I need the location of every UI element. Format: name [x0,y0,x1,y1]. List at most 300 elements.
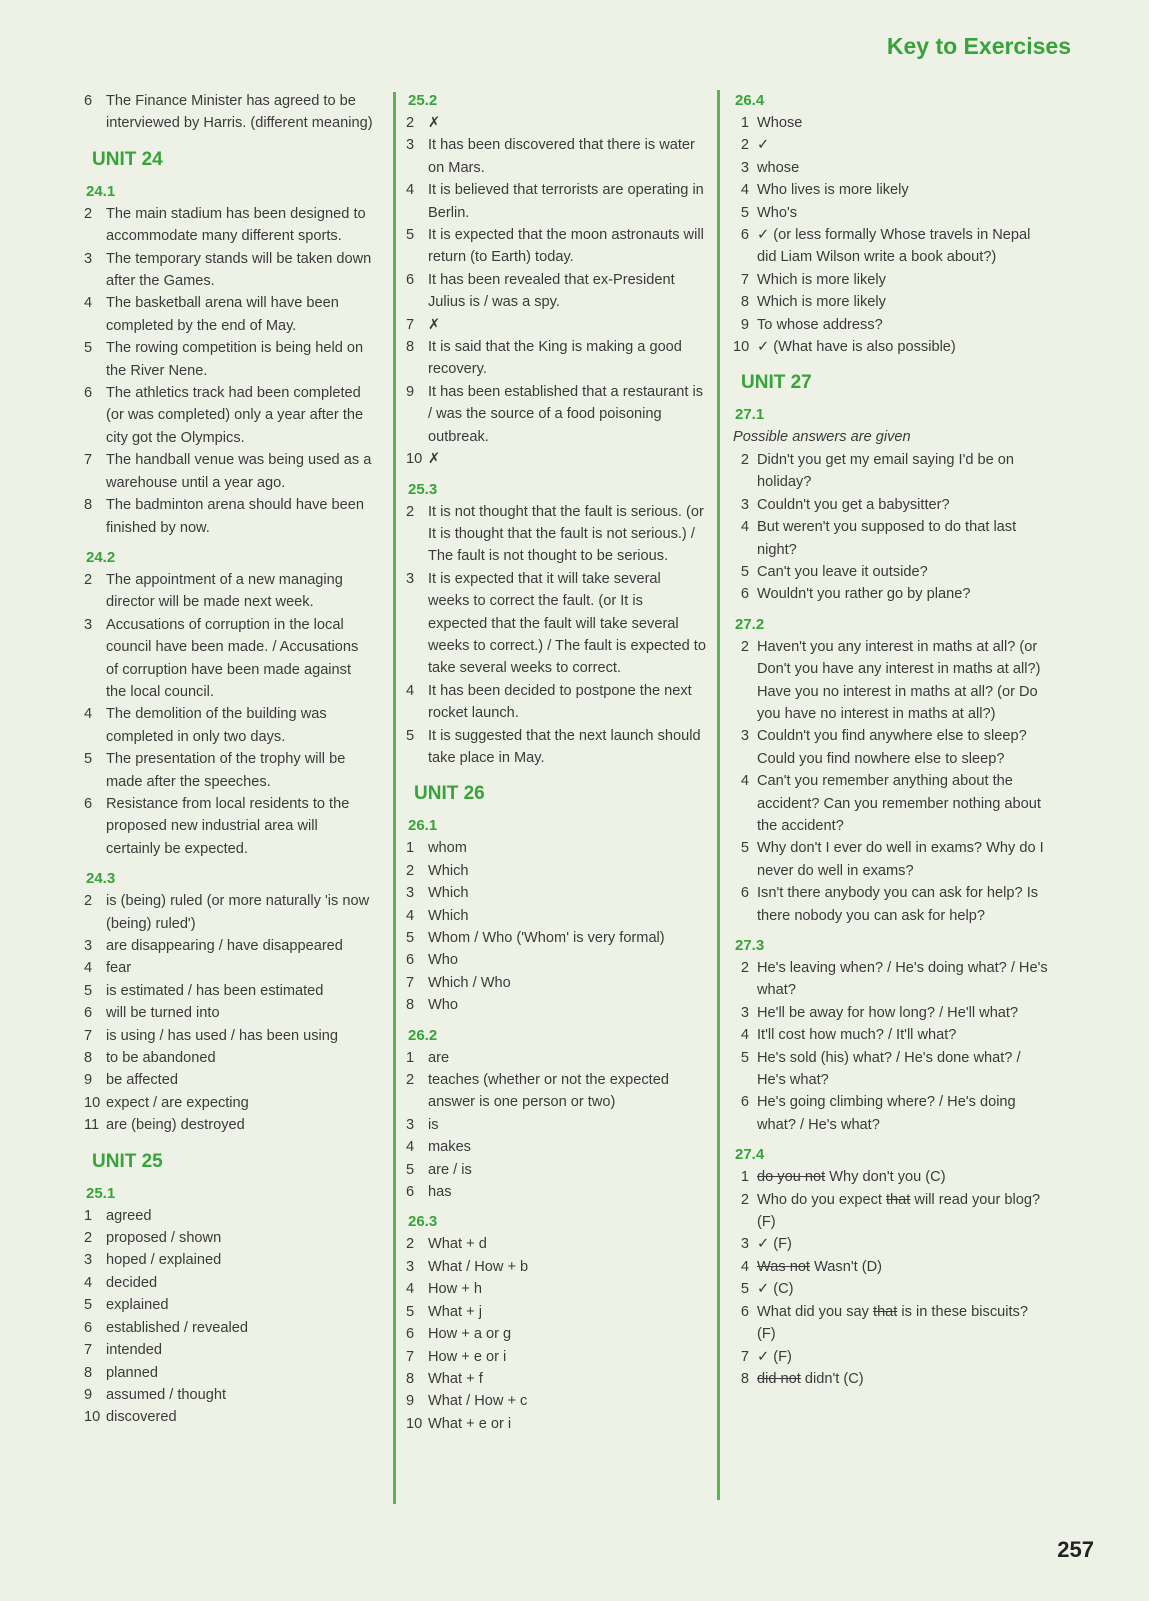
list-item [84,1069,374,1091]
list-item [84,614,374,704]
item-number: 2 [740,137,749,154]
list-item [84,382,374,449]
item-number: 4 [84,960,93,977]
list-item [406,1301,706,1323]
item-text-main: Why don't I ever do well in exams? Why do I never do well in exams? [757,840,1044,879]
item-number: 10 [84,1094,101,1111]
item-text [757,1346,1049,1368]
list-item [733,224,1049,269]
item-text-main: The presentation of the trophy will be made after the speeches. [106,751,346,790]
answer-list [406,501,706,770]
list-item [84,449,374,494]
item-text [106,248,374,293]
item-number: 10 [733,339,750,356]
item-text [428,972,706,994]
item-text-main: whom [428,840,467,857]
item-number: 6 [406,952,415,969]
item-text-main: It is not thought that the fault is serious. (or It is thought that the fault is not serious.) / The fault is not thought to be serious. [428,503,704,565]
item-text [428,381,706,448]
item-text [106,449,374,494]
item-text-main: ✓ (What have is also possible) [757,339,956,356]
item-number: 4 [740,182,749,199]
item-text-main: Which [428,907,469,924]
item-number: 2 [740,1191,749,1208]
list-item [733,1301,1049,1346]
item-number: 3 [740,496,749,513]
list-item [406,725,706,770]
item-text-main: The badminton arena should have been finished by now. [106,497,365,536]
item-number: 7 [84,1342,93,1359]
item-text-main: are / is [428,1161,472,1178]
list-item [406,1181,706,1203]
item-number: 2 [84,571,93,588]
item-text [757,1256,1049,1278]
item-number: 4 [740,773,749,790]
item-text-main: What / How + b [428,1258,529,1275]
item-text [106,1227,374,1249]
list-item [84,1227,374,1249]
item-text-main: Who [428,952,459,969]
item-number: 3 [84,250,93,267]
list-item [84,980,374,1002]
item-text [757,1278,1049,1300]
list-item [406,927,706,949]
item-text [106,494,374,539]
item-number: 9 [84,1072,93,1089]
item-text [428,949,706,971]
page-number: 257 [1057,1537,1094,1562]
list-item [84,1339,374,1361]
list-item [406,501,706,568]
item-number: 4 [406,682,415,699]
list-item [84,1114,374,1136]
list-item [84,569,374,614]
item-text-main: is estimated / has been estimated [106,982,324,999]
page-header: Key to Exercises [886,33,1071,59]
list-item [406,1233,706,1255]
item-text [106,1047,374,1069]
item-number: 2 [406,1072,415,1089]
list-item [406,1159,706,1181]
item-text-main: What + f [428,1370,483,1387]
item-text [428,336,706,381]
list-item [733,1024,1049,1046]
list-item [84,703,374,748]
list-item [733,157,1049,179]
item-number: 7 [740,271,749,288]
item-text [757,202,1049,224]
list-item [406,1368,706,1390]
item-text-main: The temporary stands will be taken down after the Games. [106,250,372,290]
item-text-main: Couldn't you get a babysitter? [757,496,950,513]
section-note: Possible answers are given [733,429,911,446]
item-text-main: It is expected that it will take several weeks to correct the fault. (or It is expected that the fault will take several weeks to correct.) / The fault is expected to take several weeks to correct. [428,570,706,677]
list-item [406,882,706,904]
list-item [84,1092,374,1114]
section-heading: 26.4 [735,92,765,109]
item-text-main: will read your blog? (F) [757,1191,1041,1231]
item-text-main: whose [757,159,800,176]
item-text [428,1114,706,1136]
item-number: 2 [740,638,749,655]
item-text [106,703,374,748]
item-text [757,314,1049,336]
item-text-main: How + a or g [428,1326,512,1343]
item-text-main: Who [428,997,459,1014]
item-number: 6 [84,385,93,402]
list-item [406,1069,706,1114]
item-text-main: He'll be away for how long? / He'll what? [757,1004,1019,1021]
list-item [733,1368,1049,1390]
item-text-main: What + e or i [428,1415,512,1432]
list-item [84,1205,374,1227]
answer-list [406,1233,706,1435]
section-heading: 27.2 [735,615,765,633]
section-heading: 24.1 [86,182,116,200]
list-item [733,1233,1049,1255]
column-divider-right [717,90,720,1500]
item-text [428,1136,706,1158]
item-text-main: Who lives is more likely [757,182,909,199]
item-number: 4 [740,519,749,536]
list-item [84,1362,374,1384]
item-text-main: ✓ (C) [757,1281,794,1298]
item-text [428,860,706,882]
list-item [733,202,1049,224]
item-number: 6 [406,1184,415,1201]
list-item [733,1166,1049,1188]
item-text [428,179,706,224]
list-item [406,568,706,680]
column-3 [733,90,1049,1390]
list-item [733,1256,1049,1278]
list-item [406,1413,706,1435]
item-text [757,770,1049,837]
item-text [106,1092,374,1114]
item-text [106,793,374,860]
item-number: 7 [406,316,415,333]
answer-list [84,203,374,539]
item-text [106,980,374,1002]
item-number: 2 [406,503,415,520]
item-text [428,1181,706,1203]
list-item [84,1249,374,1271]
item-text [428,680,706,725]
item-number: 5 [740,1049,749,1066]
item-text-main: be affected [106,1072,178,1089]
item-text-main: Didn't you get my email saying I'd be on holiday? [757,451,1015,491]
item-text-main: are disappearing / have disappeared [106,938,343,954]
item-number: 8 [84,1050,93,1067]
item-text-main: Resistance from local residents to the proposed new industrial area will certainly be expected. [106,795,350,857]
item-number: 5 [740,563,749,580]
item-number: 4 [84,706,93,723]
item-text-main: It is expected that the moon astronauts will return (to Earth) today. [428,227,704,266]
section-heading: 27.3 [735,937,765,954]
item-text-main: It has been decided to postpone the next rocket launch. [428,682,692,722]
item-text [428,448,706,470]
item-text-main: is [428,1116,439,1133]
list-item [84,935,374,957]
item-text-main: makes [428,1139,471,1156]
item-text [757,179,1049,201]
item-text [757,1024,1049,1046]
list-item [733,494,1049,516]
item-number: 3 [406,885,415,902]
item-text [428,568,706,680]
item-text-main: ✗ [428,115,441,131]
list-item [733,1189,1049,1234]
answer-list [406,112,706,471]
item-text [757,1166,1049,1188]
list-item [406,860,706,882]
struck-text: did not [757,1370,801,1387]
item-text [428,1256,706,1278]
item-number: 8 [740,294,749,311]
list-item [733,314,1049,336]
item-number: 3 [84,616,93,633]
item-text [428,269,706,314]
item-text-prefix: Who do you expect [757,1191,882,1208]
list-item [733,770,1049,837]
item-text [106,890,374,935]
item-text-main: ✓ (or less formally Whose travels in Nepal did Liam Wilson write a book about?) [757,227,1031,266]
list-item [406,269,706,314]
list-item [733,291,1049,313]
item-number: 4 [84,1274,93,1291]
item-text-main: agreed [106,1207,152,1224]
item-text-main: teaches (whether or not the expected answer is one person or two) [428,1072,669,1111]
item-number: 2 [740,451,749,468]
item-text-main: are [428,1049,450,1066]
list-item [406,1256,706,1278]
item-text-main: Can't you remember anything about the accident? Can you remember nothing about the accident? [757,773,1041,834]
item-text-main: Isn't there anybody you can ask for help? Is there nobody you can ask for help? [757,885,1039,924]
list-item [84,494,374,539]
item-number: 6 [84,1319,93,1336]
item-text [106,382,374,449]
list-item [84,203,374,248]
list-item [84,248,374,293]
item-text-main: It is said that the King is making a good recovery. [428,339,682,378]
item-text-main: Haven't you any interest in maths at all? (or Don't you have any interest in maths at all?) Have you no interest in maths at all? (or Do you have no interest in maths at all?) [757,638,1041,722]
item-text [428,1301,706,1323]
item-text-main: To whose address? [757,316,883,333]
item-number: 2 [740,960,749,976]
item-number: 1 [406,840,415,857]
item-number: 2 [406,1236,415,1253]
list-item [733,1091,1049,1136]
struck-text: that [886,1191,911,1208]
list-item [733,1047,1049,1092]
item-text-main: proposed / shown [106,1230,222,1247]
item-text [757,449,1049,494]
item-number: 3 [406,137,415,154]
item-text-main: The rowing competition is being held on the River Nene. [106,340,364,379]
item-text-main: The appointment of a new managing director will be made next week. [106,571,343,611]
item-number: 6 [84,795,93,812]
list-item [733,957,1049,1002]
item-text-main: How + h [428,1281,482,1298]
item-text-main: assumed / thought [106,1386,227,1403]
item-number: 3 [406,1258,415,1275]
list-item [84,1384,374,1406]
item-number: 5 [84,751,93,768]
item-text-main: didn't (C) [804,1370,864,1387]
item-number: 6 [84,1005,93,1022]
list-item [733,882,1049,927]
item-text [106,1294,374,1316]
item-text [428,927,706,949]
item-number: 9 [406,383,415,400]
item-number: 2 [406,862,415,879]
item-text-main: ✓ (F) [757,1236,792,1253]
item-text [106,1249,374,1271]
list-item [406,949,706,971]
item-text [106,203,374,248]
item-text [757,1301,1049,1346]
item-text-main: He's leaving when? / He's doing what? / He's what? [757,960,1048,999]
item-number: 6 [406,1326,415,1343]
item-text [428,1233,706,1255]
list-item [84,1002,374,1024]
item-text [757,583,1049,605]
item-number: 5 [740,204,749,221]
item-number: 8 [406,1370,415,1387]
list-item [406,994,706,1016]
item-text-main: It is suggested that the next launch should take place in May. [428,727,701,766]
item-text-main: It'll cost how much? / It'll what? [757,1027,957,1044]
item-text-main: ✗ [428,316,441,333]
list-item [733,179,1049,201]
item-text-main: intended [106,1342,162,1359]
item-text [757,134,1049,156]
list-item [733,636,1049,726]
item-number: 1 [740,115,749,131]
item-number: 4 [740,1027,749,1044]
section-heading: 26.3 [408,1213,438,1231]
answer-list [733,636,1049,927]
answer-list [84,890,374,1136]
item-text-main: Whose [757,115,803,131]
item-number: 4 [406,182,415,199]
item-number: 3 [740,1236,749,1253]
item-text [428,725,706,770]
item-text [428,1323,706,1345]
item-number: 8 [84,1364,93,1381]
item-text [428,1413,706,1435]
section-heading: 25.3 [408,480,438,498]
list-item [84,748,374,793]
item-text [428,112,706,134]
list-item [84,957,374,979]
item-text-main: Whom / Who ('Whom' is very formal) [428,930,665,946]
item-text [428,1346,706,1368]
item-number: 3 [406,570,415,587]
list-item [84,1317,374,1339]
list-item [406,224,706,269]
item-number: 4 [84,295,93,312]
item-text-main: Can't you leave it outside? [757,563,928,580]
section-heading: 25.2 [408,92,438,109]
item-text-main: Couldn't you find anywhere else to sleep? Could you find nowhere else to sleep? [757,728,1027,767]
item-number: 3 [84,1252,93,1269]
item-text-main: What + d [428,1236,487,1253]
item-text [106,1205,374,1227]
item-number: 2 [84,893,93,910]
item-text [106,1002,374,1024]
item-number: 9 [740,316,749,333]
item-text [428,501,706,568]
item-text-main: Wasn't (D) [814,1258,882,1275]
item-number: 5 [84,340,93,357]
item-text [757,1047,1049,1092]
item-text [106,1362,374,1384]
item-text [428,134,706,179]
answer-list [733,449,1049,606]
item-text [106,292,374,337]
item-number: 4 [740,1258,749,1275]
item-text-main: Which [428,862,469,879]
item-text [106,1317,374,1339]
item-number: 5 [740,840,749,857]
item-text [428,882,706,904]
item-number: 9 [406,1393,415,1410]
item-text [106,1114,374,1136]
list-item [84,1047,374,1069]
item-text-main: ✗ [428,451,441,468]
item-text [106,1406,374,1428]
list-item [84,1272,374,1294]
item-number: 5 [406,1303,415,1320]
item-text [757,957,1049,1002]
section-heading: 27.4 [735,1146,765,1164]
item-number: 7 [406,1348,415,1365]
item-number: 9 [84,1386,93,1403]
item-number: 5 [740,1281,749,1298]
item-number: 6 [740,1094,749,1111]
item-text [428,1047,706,1069]
item-text [757,561,1049,583]
item-number: 10 [84,1409,101,1426]
list-item [733,449,1049,494]
section-heading: 26.2 [408,1026,438,1044]
item-number: 7 [84,1027,93,1044]
item-number: 2 [84,1230,93,1247]
unit-heading: UNIT 25 [92,1150,163,1172]
list-item [406,1323,706,1345]
item-text [106,957,374,979]
list-item [406,112,706,134]
item-text-main: But weren't you supposed to do that last night? [757,519,1017,558]
answer-list [84,569,374,860]
item-text [757,725,1049,770]
section-heading: 24.3 [86,870,116,888]
item-text-main: Which is more likely [757,271,886,288]
item-number: 6 [740,1303,749,1320]
column-2 [406,90,706,1435]
item-number: 5 [406,727,415,744]
item-text [757,636,1049,726]
item-text-main: It has been established that a restaurant is / was the source of a food poisoning outbreak. [428,383,704,445]
list-item [733,336,1049,358]
item-number: 6 [84,93,93,109]
list-item [406,905,706,927]
item-text-main: decided [106,1274,158,1291]
list-item [406,336,706,381]
list-item [733,561,1049,583]
item-number: 4 [406,907,415,924]
